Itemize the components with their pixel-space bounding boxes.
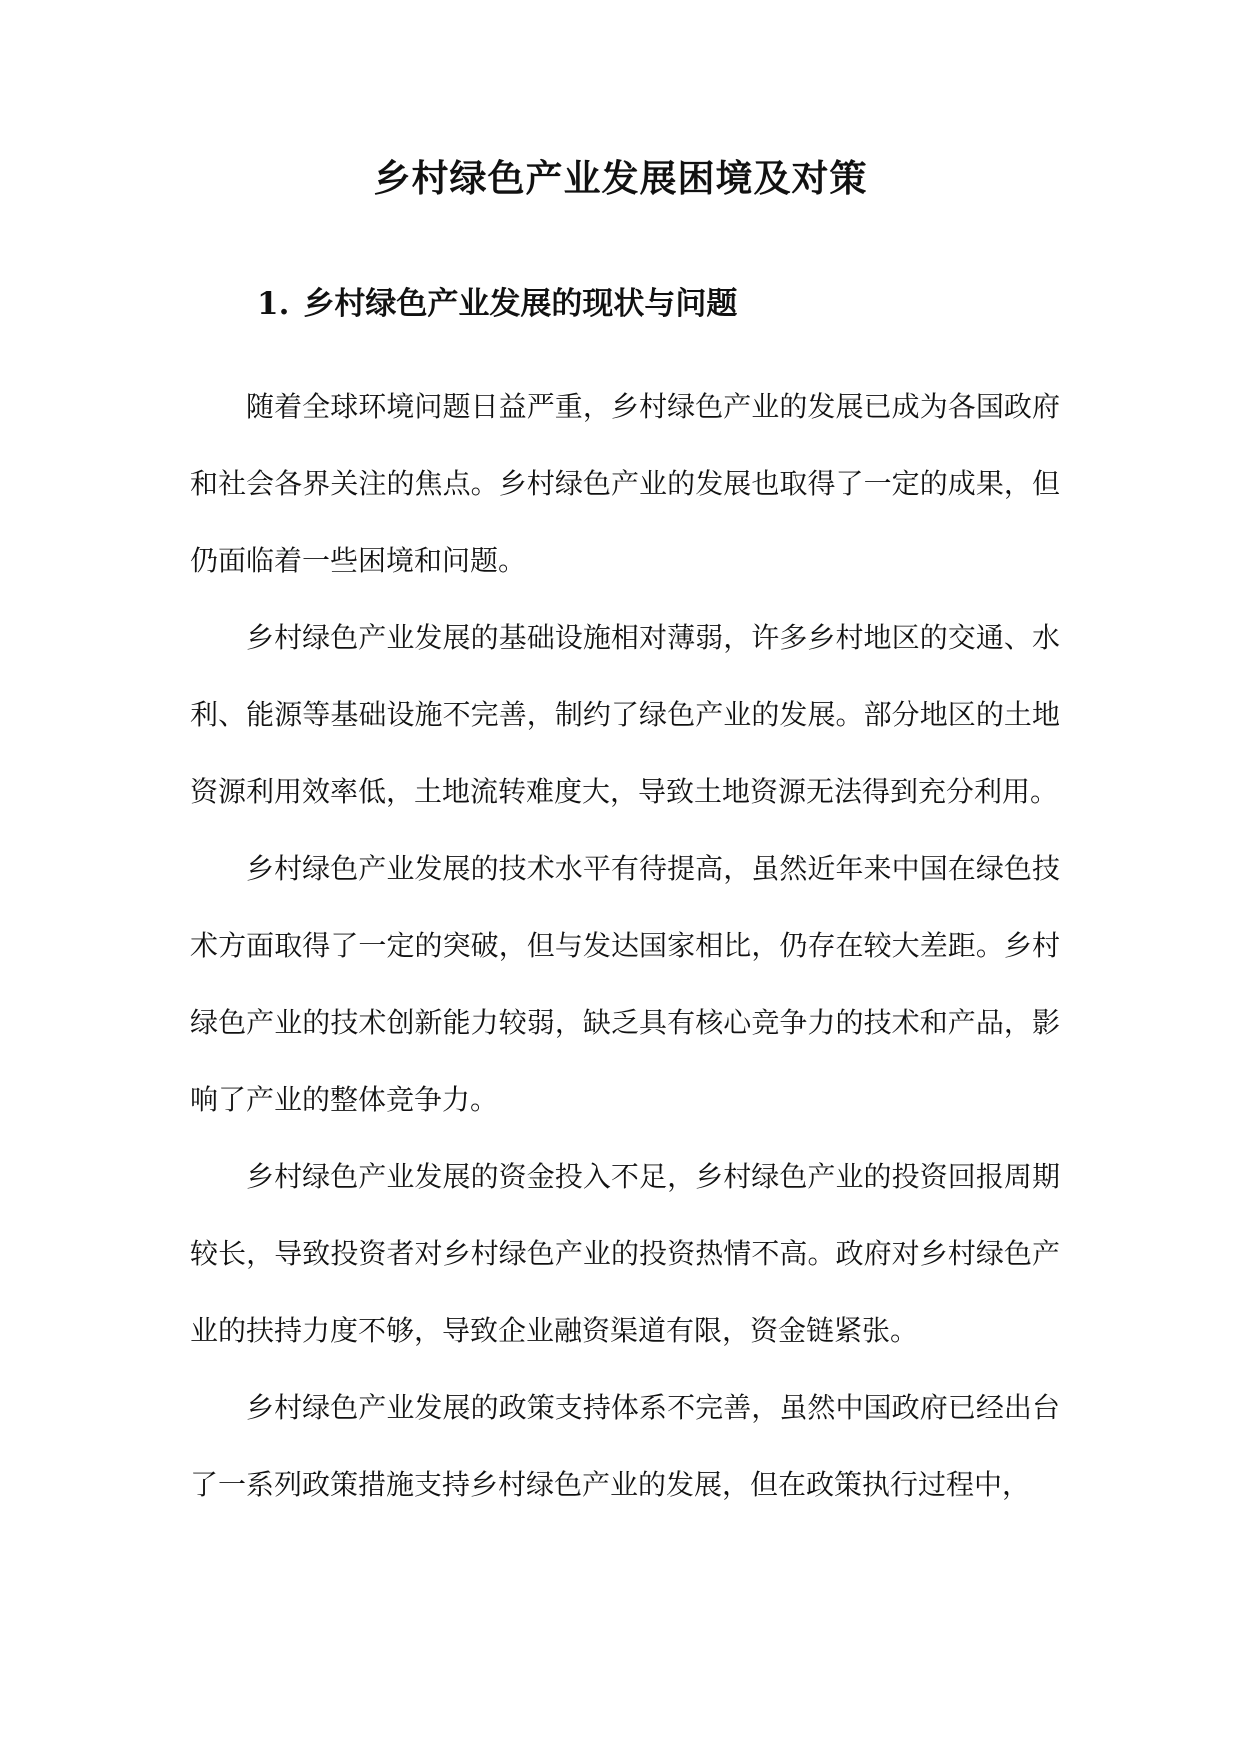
paragraph: 乡村绿色产业发展的政策支持体系不完善，虽然中国政府已经出台了一系列政策措施支持乡村绿色产业的发展，但在政策执行过程中， (190, 1391, 1060, 1501)
section-heading (257, 280, 737, 328)
paragraph: 随着全球环境问题日益严重，乡村绿色产业的发展已成为各国政府和社会各界关注的焦点。乡村绿色产业的发展也取得了一定的成果，但仍面临着一些困境和问题。 (190, 390, 1060, 577)
section-number: 1. (257, 286, 290, 322)
document-title: 乡村绿色产业发展困境及对策 (373, 156, 868, 200)
paragraph: 乡村绿色产业发展的技术水平有待提高，虽然近年来中国在绿色技术方面取得了一定的突破，但与发达国家相比，仍存在较大差距。乡村绿色产业的技术创新能力较弱，缺乏具有核心竞争力的技术和产品，影响了产业的整体竞争力。 (190, 852, 1060, 1116)
paragraph: 乡村绿色产业发展的资金投入不足，乡村绿色产业的投资回报周期较长，导致投资者对乡村绿色产业的投资热情不高。政府对乡村绿色产业的扶持力度不够，导致企业融资渠道有限，资金链紧张。 (190, 1160, 1060, 1347)
body-text (190, 368, 1060, 1523)
paragraph: 乡村绿色产业发展的基础设施相对薄弱，许多乡村地区的交通、水利、能源等基础设施不完善，制约了绿色产业的发展。部分地区的土地资源利用效率低，土地流转难度大，导致土地资源无法得到充分利用。 (190, 621, 1060, 808)
section-heading-text: 乡村绿色产业发展的现状与问题 (303, 286, 738, 322)
